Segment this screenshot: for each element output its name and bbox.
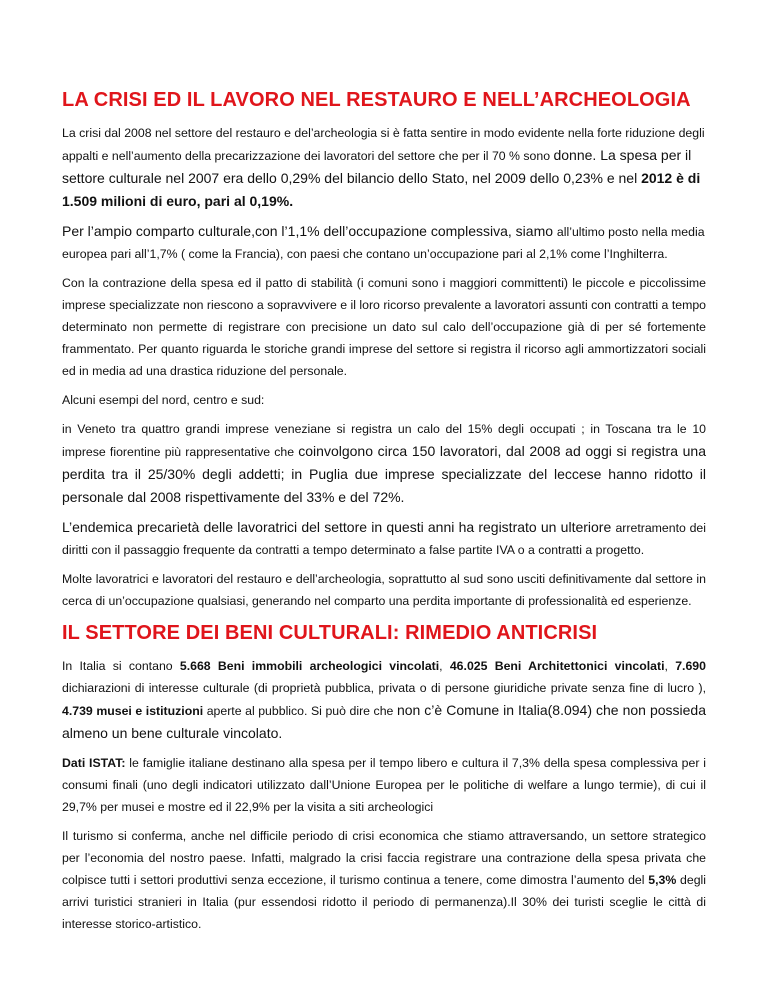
text-run: , bbox=[664, 659, 676, 673]
bold-text: 5.668 Beni immobili archeologici vincolati bbox=[179, 659, 440, 673]
text-run: La crisi dal 2008 nel settore del restauro e del’archeologia si è fatta sentire in modo evidente nella forte riduzione degli appalti e nell’aumento della precarizzazione dei lavoratori del settore che per il 70 % sono bbox=[62, 126, 705, 163]
text-run: degli arrivi turistici stranieri in Italia (pur essendosi ridotto il periodo di permanenza).Il 30% dei turisti sceglie le città di interesse storico-artistico. bbox=[62, 873, 706, 931]
text-run: coinvolgono circa 150 lavoratori, dal 2008 ad oggi si registra una perdita tra il 25/30% degli addetti; in Puglia due imprese specializzate del leccese hanno ridotto il personale dal 2008 rispettivamente del 33% e del 72%. bbox=[62, 443, 706, 505]
text-run: all’ultimo posto nella media europea pari all’1,7% ( come la Francia), con paesi che contano un’occupazione pari al 2,1% come l’Inghilterra. bbox=[62, 225, 705, 261]
text-run: L’endemica precarietà delle lavoratrici del settore in questi anni ha registrato un ulteriore bbox=[62, 519, 616, 535]
paragraph bbox=[62, 220, 706, 265]
text-run: Molte lavoratrici e lavoratori del restauro e dell’archeologia, soprattutto al sud sono usciti definitivamente dal settore in cerca di un’occupazione qualsiasi, generando nel comparto una perdita importante di professionalità ed esperienze. bbox=[62, 572, 706, 608]
document-page bbox=[62, 86, 706, 942]
text-run: in Veneto tra quattro grandi imprese veneziane si registra un calo del 15% degli occupati ; in Toscana tra le 10 imprese fiorentine più rappresentative che bbox=[62, 422, 706, 459]
section-heading-crisis: LA CRISI ED IL LAVORO NEL RESTAURO E NELL’ARCHEOLOGIA bbox=[62, 89, 691, 111]
paragraph bbox=[62, 389, 706, 411]
paragraph bbox=[62, 752, 706, 818]
text-run: le famiglie italiane destinano alla spesa per il tempo libero e cultura il 7,3% della spesa complessiva per i consumi finali (uno degli indicatori utilizzato dall’Unione Europea per le politiche di welfare a lungo termie), di cui il 29,7% per musei e mostre ed il 22,9% per la visita a siti archeologici bbox=[62, 756, 706, 814]
paragraph bbox=[62, 272, 706, 382]
bold-text: 2012 è di 1.509 milioni di euro, pari al 0,19%. bbox=[62, 170, 701, 209]
bold-text: 5,3% bbox=[648, 873, 677, 887]
paragraph bbox=[62, 418, 706, 509]
paragraph bbox=[62, 122, 706, 213]
text-run: Il turismo si conferma, anche nel difficile periodo di crisi economica che stiamo attraversando, un settore strategico per l’economia del nostro paese. Infatti, malgrado la crisi faccia registrare una contrazione della spesa privata che colpisce tutti i settori produttivi senza eccezione, il turismo continua a tenere, come dimostra l’aumento del bbox=[62, 829, 706, 887]
text-run: dichiarazioni di interesse culturale (di proprietà pubblica, privata o di persone giuridiche private senza fine di lucro ), bbox=[62, 681, 706, 695]
text-run: arretramento dei diritti con il passaggio frequente da contratti a tempo determinato a false partite IVA o a contratti a progetto. bbox=[62, 521, 706, 557]
bold-text: 7.690 bbox=[675, 659, 706, 673]
paragraph bbox=[62, 516, 706, 561]
text-run: Alcuni esempi del nord, centro e sud: bbox=[62, 393, 265, 407]
text-run: Per l’ampio comparto culturale,con l’1,1% dell’occupazione complessiva, siamo bbox=[62, 223, 557, 239]
paragraph bbox=[62, 568, 706, 612]
text-run: donne. La spesa per il settore culturale nel 2007 era dello 0,29% del bilancio dello Stato, nel 2009 dello 0,23% e nel bbox=[62, 147, 692, 186]
text-run: aperte al pubblico. Si può dire che bbox=[203, 704, 397, 718]
section-cultural-heritage-body bbox=[62, 655, 706, 935]
text-run: , bbox=[439, 659, 450, 673]
bold-text: Dati ISTAT: bbox=[62, 756, 126, 770]
section-crisis-body bbox=[62, 122, 706, 612]
bold-text: 46.025 Beni Architettonici vincolati bbox=[449, 659, 665, 673]
paragraph bbox=[62, 655, 706, 745]
section-heading-cultural-heritage: IL SETTORE DEI BENI CULTURALI: RIMEDIO ANTICRISI bbox=[62, 622, 598, 644]
text-run: In Italia si contano bbox=[62, 659, 180, 673]
text-run: Con la contrazione della spesa ed il patto di stabilità (i comuni sono i maggiori committenti) le piccole e piccolissime imprese specializzate non riescono a sopravvivere e il loro ricorso prevalente a lavoratori assunti con contratti a tempo determinato non permette di registrare con precisione un dato sul calo dell’occupazione già di per sé fortemente frammentato. Per quanto riguarda le storiche grandi imprese del settore si registra il ricorso agli ammortizzatori sociali ed in media ad una drastica riduzione del personale. bbox=[62, 276, 706, 378]
text-run: non c’è Comune in Italia(8.094) che non possieda almeno un bene culturale vincolato. bbox=[62, 702, 707, 741]
paragraph bbox=[62, 825, 706, 935]
bold-text: 4.739 musei e istituzioni bbox=[62, 704, 204, 718]
